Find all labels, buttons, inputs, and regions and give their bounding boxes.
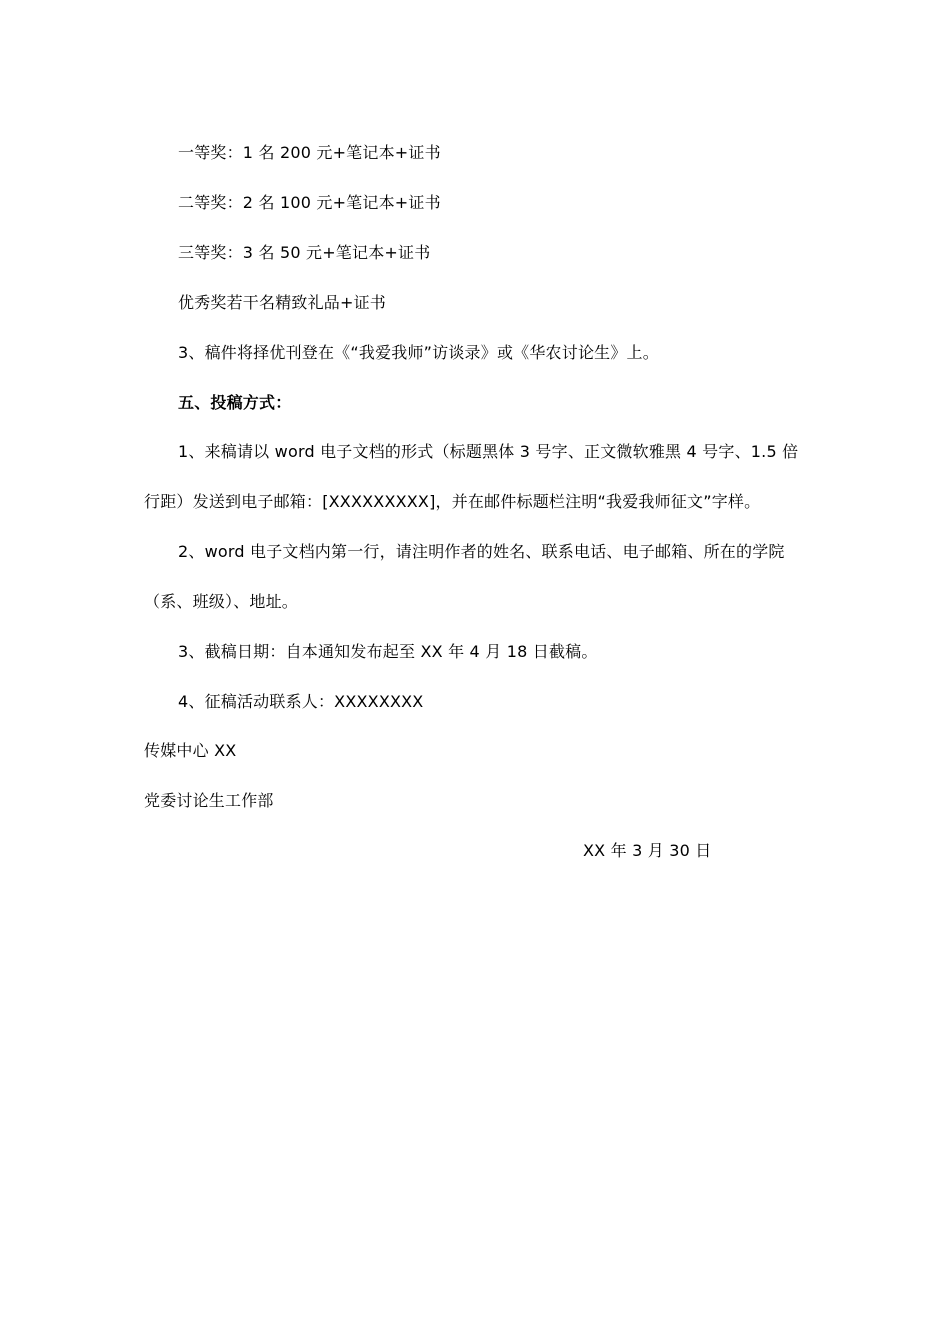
- submission-item-3: 3、截稿日期：自本通知发布起至 XX 年 4 月 18 日截稿。: [178, 642, 598, 661]
- submission-heading: 五、投稿方式：: [178, 393, 292, 412]
- first-prize-line: 一等奖：1 名 200 元+笔记本+证书: [178, 143, 441, 162]
- submission-item-2-line-1: 2、word 电子文档内第一行，请注明作者的姓名、联系电话、电子邮箱、所在的学院: [178, 542, 785, 561]
- signature-org-1: 传媒中心 XX: [144, 741, 237, 760]
- submission-item-1-line-1: 1、来稿请以 word 电子文档的形式（标题黑体 3 号字、正文微软雅黑 4 号字、1.5 倍: [178, 442, 799, 461]
- submission-item-4: 4、征稿活动联系人：XXXXXXXX: [178, 692, 424, 711]
- signature-date: XX 年 3 月 30 日: [583, 841, 712, 860]
- publication-line: 3、稿件将择优刊登在《“我爱我师”访谈录》或《华农讨论生》上。: [178, 343, 659, 362]
- submission-item-1-line-2: 行距）发送到电子邮箱：[XXXXXXXXX]，并在邮件标题栏注明“我爱我师征文”字样。: [144, 492, 761, 511]
- second-prize-line: 二等奖：2 名 100 元+笔记本+证书: [178, 193, 441, 212]
- third-prize-line: 三等奖：3 名 50 元+笔记本+证书: [178, 243, 431, 262]
- submission-item-2-line-2: （系、班级）、地址。: [144, 592, 299, 611]
- signature-org-2: 党委讨论生工作部: [144, 791, 274, 810]
- excellent-prize-line: 优秀奖若干名精致礼品+证书: [178, 293, 387, 312]
